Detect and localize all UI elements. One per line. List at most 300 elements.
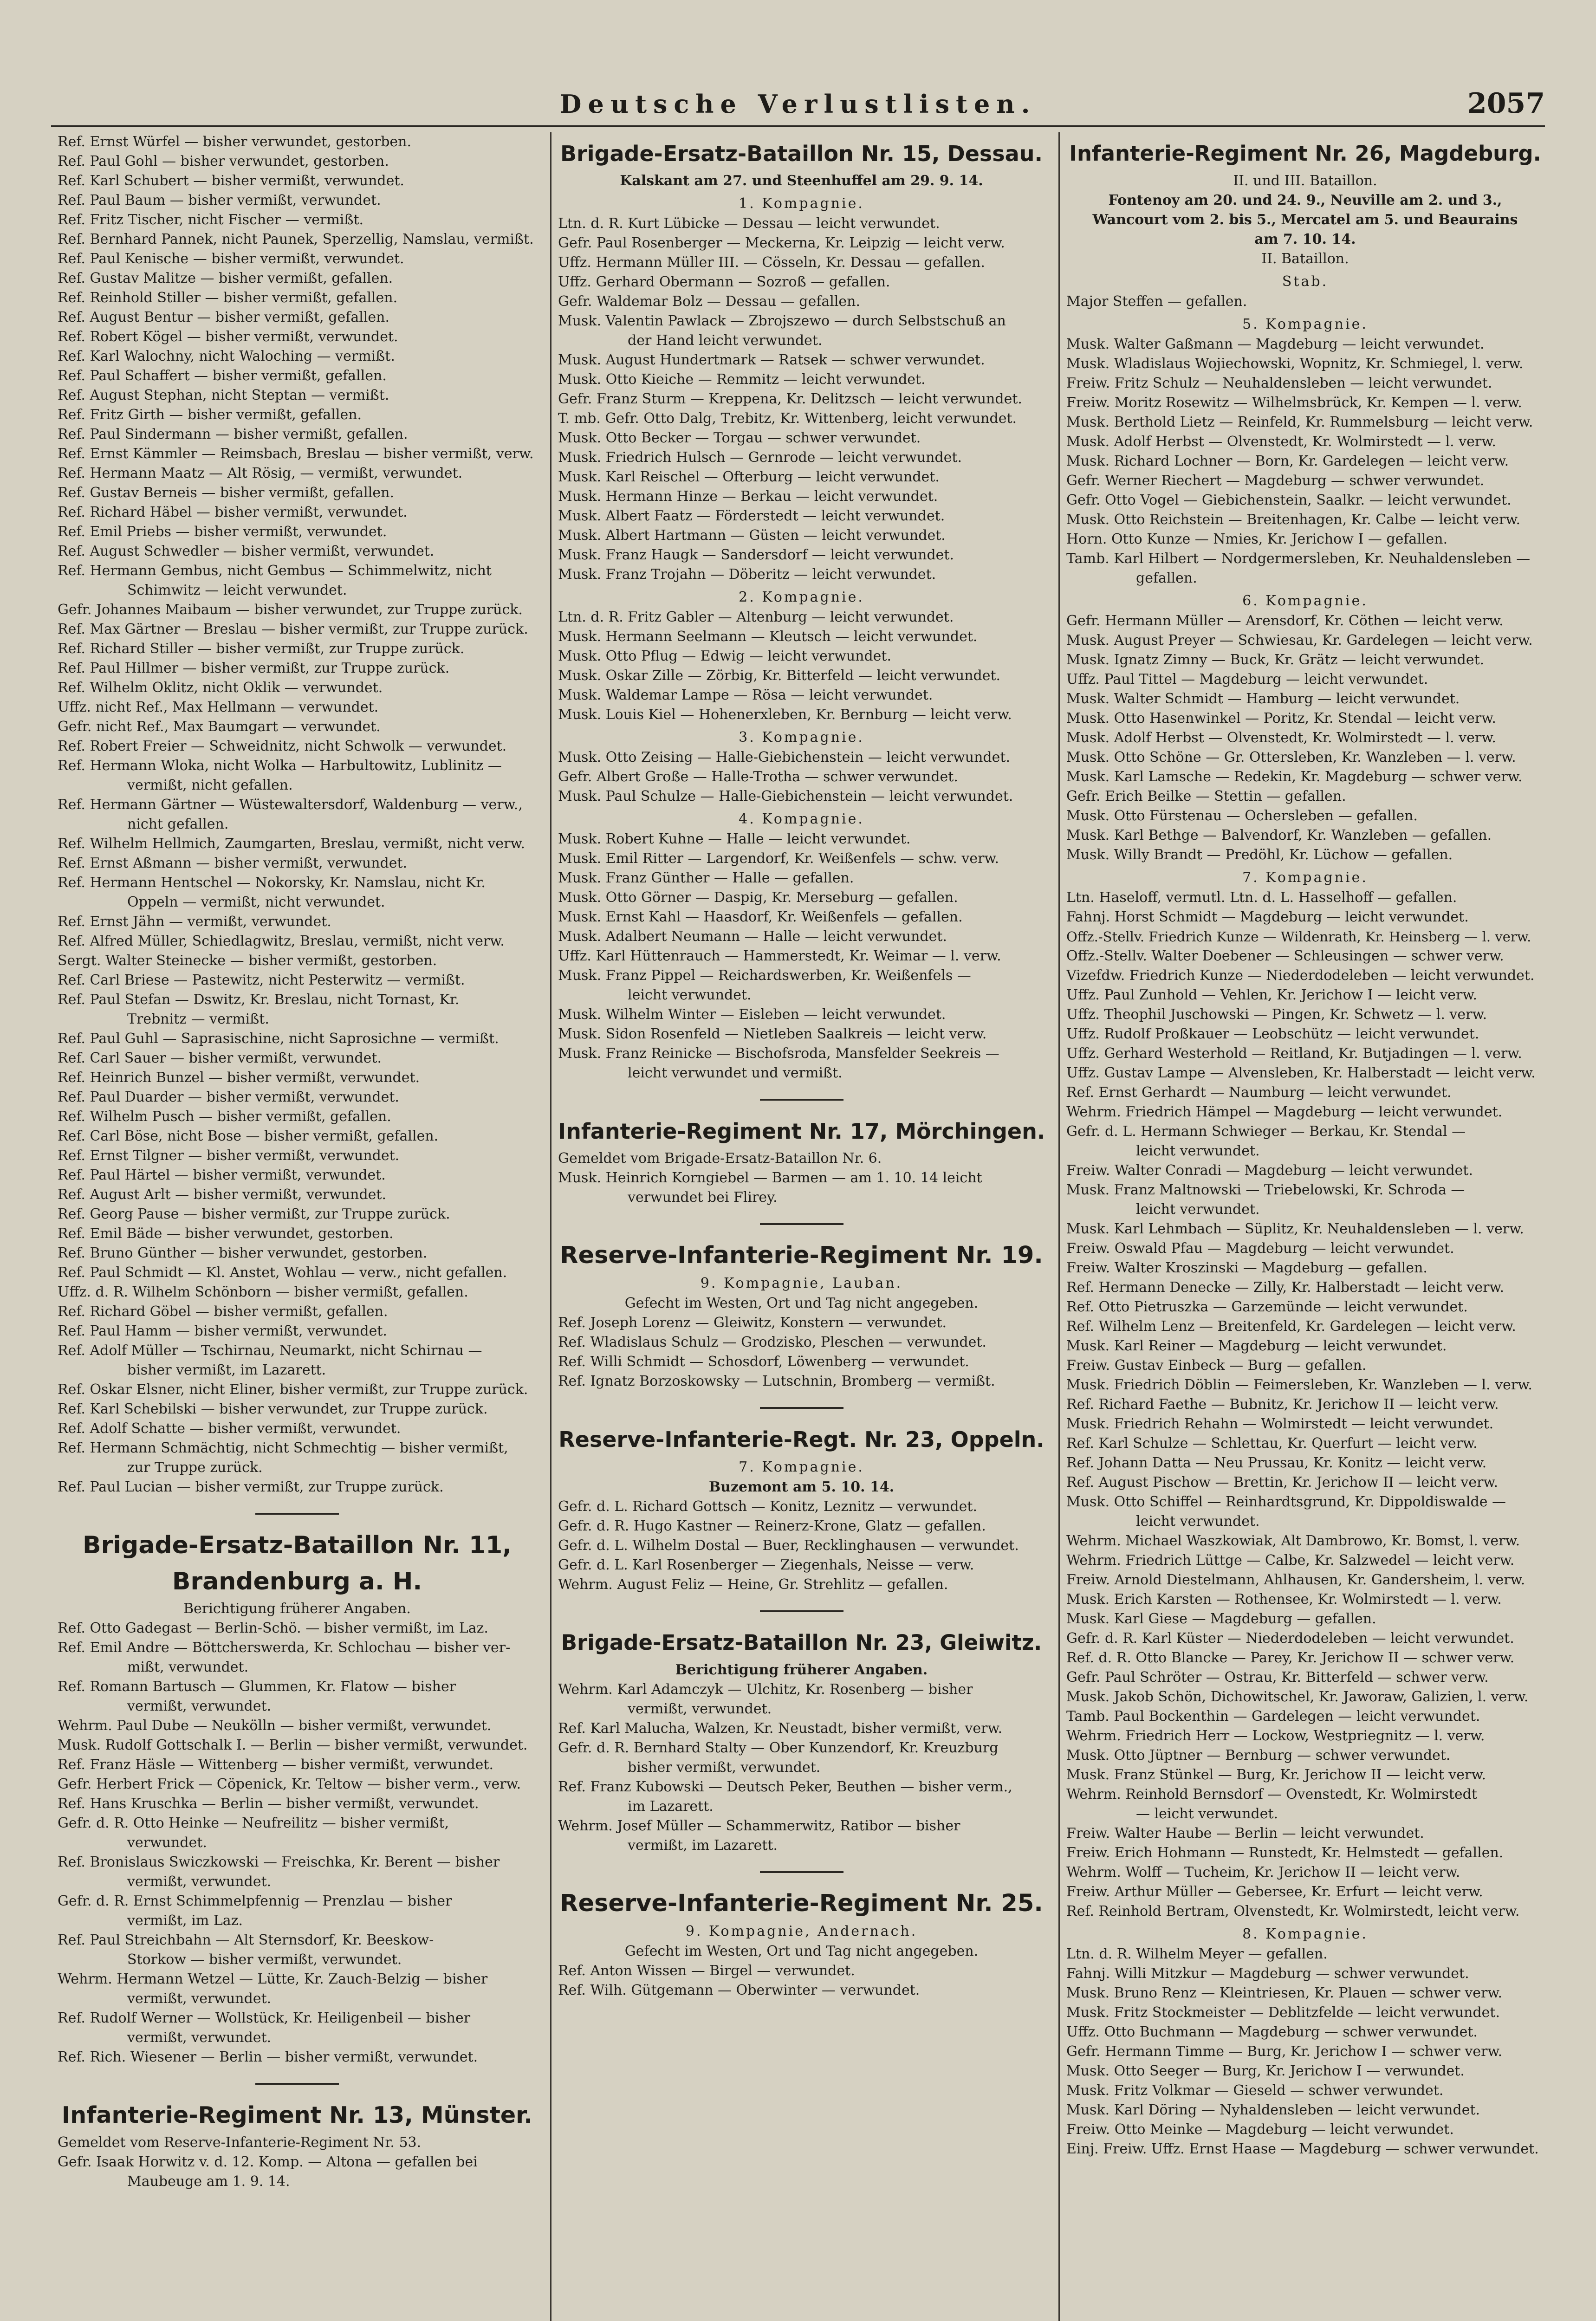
casualty-entry: Ref. Franz Kubowski — Deutsch Peker, Beuthen — bisher verm., [558, 1779, 1012, 1795]
casualty-entry: nicht gefallen. [127, 816, 229, 832]
casualty-entry: vermißt, verwundet. [628, 1701, 772, 1717]
casualty-entry: Wehrm. Hermann Wetzel — Lütte, Kr. Zauch-Belzig — bisher [58, 1971, 488, 1987]
casualty-entry: Musk. Emil Ritter — Largendorf, Kr. Weißenfels — schw. verw. [558, 850, 999, 867]
casualty-list [1066, 292, 1544, 311]
section-subheading: Wancourt vom 2. bis 5., Mercatel am 5. und Beaurains [1092, 212, 1518, 228]
casualty-entry: Ref. August Arlt — bisher vermißt, verwundet. [58, 1186, 386, 1203]
casualty-entry: Ref. Otto Pietruszka — Garzemünde — leicht verwundet. [1066, 1299, 1468, 1315]
casualty-list [1066, 1945, 1544, 2159]
column-1 [51, 132, 543, 2321]
casualty-entry: Einj. Freiw. Uffz. Ernst Haase — Magdeburg — schwer verwundet. [1066, 2141, 1539, 2157]
casualty-entry: Ref. Paul Schmidt — Kl. Anstet, Wohlau — verw., nicht gefallen. [58, 1264, 507, 1281]
casualty-entry: Musk. Karl Döring — Nyhaldensleben — leicht verwundet. [1066, 2102, 1480, 2118]
casualty-entry: Ref. Joseph Lorenz — Gleiwitz, Konstern — verwundet. [558, 1315, 947, 1331]
casualty-entry: Musk. Albert Hartmann — Güsten — leicht verwundet. [558, 527, 946, 544]
casualty-entry: Ref. Emil Priebs — bisher vermißt, verwundet. [58, 524, 387, 540]
casualty-entry: T. mb. Gefr. Otto Dalg, Trebitz, Kr. Wittenberg, leicht verwundet. [558, 410, 1017, 427]
company-heading: 9. Kompagnie, Andernach. [685, 1923, 918, 1939]
casualty-entry: Ref. Carl Böse, nicht Bose — bisher vermißt, gefallen. [58, 1128, 439, 1144]
casualty-list [558, 1149, 1045, 1207]
casualty-entry: Sergt. Walter Steinecke — bisher vermißt, gestorben. [58, 953, 437, 969]
casualty-list [558, 748, 1045, 806]
casualty-entry: Gefr. d. L. Karl Rosenberger — Ziegenhals, Neisse — verw. [558, 1557, 974, 1573]
casualty-entry: Musk. Franz Stünkel — Burg, Kr. Jerichow II — leicht verw. [1066, 1767, 1486, 1783]
casualty-entry: verwundet. [127, 1835, 207, 1851]
casualty-entry: Ref. Paul Lucian — bisher vermißt, zur Truppe zurück. [58, 1479, 444, 1495]
casualty-entry: Musk. Heinrich Korngiebel — Barmen — am 1. 10. 14 leicht [558, 1170, 982, 1186]
section-divider [760, 1610, 843, 1612]
casualty-entry: Ref. Hermann Schmächtig, nicht Schmechtig — bisher vermißt, [58, 1440, 508, 1456]
casualty-entry: Ref. Richard Faethe — Bubnitz, Kr. Jerichow II — leicht verw. [1066, 1396, 1499, 1413]
casualty-entry: Musk. Karl Lehmbach — Süplitz, Kr. Neuhaldensleben — l. verw. [1066, 1221, 1524, 1237]
section-heading: Brigade-Ersatz-Bataillon Nr. 11, [82, 1531, 512, 1559]
company-heading: 6. Kompagnie. [1242, 593, 1368, 609]
casualty-entry: Musk. Franz Reinicke — Bischofsroda, Mansfelder Seekreis — [558, 1045, 999, 1062]
casualty-entry: Freiw. Fritz Schulz — Neuhaldensleben — leicht verwundet. [1066, 375, 1492, 391]
casualty-entry: Wehrm. August Feliz — Heine, Gr. Strehlitz — gefallen. [558, 1576, 948, 1593]
casualty-entry: Musk. Ignatz Zimny — Buck, Kr. Grätz — leicht verwundet. [1066, 652, 1485, 668]
casualty-entry: vermißt, verwundet. [127, 2029, 272, 2046]
casualty-entry: Uffz. Hermann Müller III. — Cösseln, Kr. Dessau — gefallen. [558, 254, 985, 271]
section-subheading: Gefecht im Westen, Ort und Tag nicht angegeben. [624, 1295, 979, 1311]
casualty-entry: Musk. Hermann Hinze — Berkau — leicht verwundet. [558, 488, 938, 505]
casualty-entry: Ref. Ignatz Borzoskowsky — Lutschnin, Bromberg — vermißt. [558, 1373, 995, 1389]
casualty-entry: Ref. Gustav Malitze — bisher vermißt, gefallen. [58, 270, 393, 286]
casualty-entry: Musk. Karl Bethge — Balvendorf, Kr. Wanzleben — gefallen. [1066, 827, 1492, 843]
casualty-entry: Ref. Fritz Girth — bisher vermißt, gefallen. [58, 407, 362, 423]
casualty-entry: vermißt, im Lazarett. [628, 1837, 778, 1854]
casualty-entry: Ref. Wilhelm Oklitz, nicht Oklik — verwundet. [58, 680, 383, 696]
casualty-entry: Ref. Ernst Jähn — vermißt, verwundet. [58, 914, 331, 930]
casualty-entry: Wehrm. Wolff — Tucheim, Kr. Jerichow II — leicht verw. [1066, 1864, 1460, 1880]
casualty-entry: Fahnj. Horst Schmidt — Magdeburg — leicht verwundet. [1066, 909, 1469, 925]
casualty-entry: Ref. Ernst Kämmler — Reimsbach, Breslau — bisher vermißt, verw. [58, 446, 534, 462]
page-number: 2057 [1467, 87, 1545, 120]
casualty-entry: Gefr. Franz Sturm — Kreppena, Kr. Delitzsch — leicht verwundet. [558, 391, 1022, 407]
casualty-entry: Ref. Ernst Aßmann — bisher vermißt, verwundet. [58, 855, 408, 871]
casualty-entry: Ref. August Schwedler — bisher vermißt, verwundet. [58, 543, 435, 559]
casualty-entry: Uffz. Paul Zunhold — Vehlen, Kr. Jerichow I — leicht verw. [1066, 987, 1478, 1003]
casualty-entry: im Lazarett. [628, 1798, 714, 1815]
casualty-entry: Gefr. Otto Vogel — Giebichenstein, Saalkr. — leicht verwundet. [1066, 492, 1512, 508]
casualty-entry: Musk. Jakob Schön, Dichowitschel, Kr. Jaworaw, Galizien, l. verw. [1066, 1689, 1529, 1705]
casualty-entry: Musk. Karl Giese — Magdeburg — gefallen. [1066, 1611, 1376, 1627]
section-heading: Reserve-Infanterie-Regiment Nr. 19. [560, 1242, 1043, 1269]
casualty-entry: Gefr. d. R. Karl Küster — Niederdodeleben — leicht verwundet. [1066, 1630, 1514, 1647]
casualty-entry: Musk. Friedrich Hulsch — Gernrode — leicht verwundet. [558, 449, 962, 466]
running-title: Deutsche Verlustlisten. [559, 89, 1037, 119]
casualty-entry: Ref. Rudolf Werner — Wollstück, Kr. Heiligenbeil — bisher [58, 2010, 471, 2026]
casualty-entry: leicht verwundet. [628, 987, 752, 1003]
casualty-entry: Vizefdw. Friedrich Kunze — Niederdodeleben — leicht verwundet. [1066, 967, 1535, 984]
casualty-entry: Musk. August Hundertmark — Ratsek — schwer verwundet. [558, 352, 985, 368]
casualty-entry: Ref. Robert Freier — Schweidnitz, nicht Schwolk — verwundet. [58, 738, 507, 754]
casualty-entry: leicht verwundet. [1136, 1143, 1260, 1159]
casualty-entry: Ref. Paul Hamm — bisher vermißt, verwundet. [58, 1323, 387, 1339]
casualty-entry: Musk. Wilhelm Winter — Eisleben — leicht verwundet. [558, 1006, 946, 1023]
section-divider [760, 1223, 843, 1225]
casualty-entry: Ref. Ernst Würfel — bisher verwundet, gestorben. [58, 134, 412, 150]
casualty-entry: vermißt, nicht gefallen. [127, 777, 293, 793]
casualty-entry: Freiw. Otto Meinke — Magdeburg — leicht verwundet. [1066, 2121, 1454, 2138]
casualty-entry: Ref. Hermann Gärtner — Wüstewaltersdorf, Waldenburg — verw., [58, 797, 523, 813]
company-heading: Stab. [1282, 273, 1329, 290]
casualty-entry: Musk. Otto Görner — Daspig, Kr. Merseburg — gefallen. [558, 889, 958, 906]
casualty-entry: Musk. Otto Hasenwinkel — Poritz, Kr. Stendal — leicht verw. [1066, 710, 1496, 726]
casualty-entry: Uffz. Gustav Lampe — Alvensleben, Kr. Halberstadt — leicht verw. [1066, 1065, 1536, 1081]
section-heading: Reserve-Infanterie-Regiment Nr. 25. [560, 1890, 1043, 1917]
casualty-entry: Ref. Paul Sindermann — bisher vermißt, gefallen. [58, 426, 408, 442]
casualty-entry: Ref. Paul Hillmer — bisher vermißt, zur Truppe zurück. [58, 660, 450, 676]
casualty-entry: Gefr. d. R. Bernhard Stalty — Ober Kunzendorf, Kr. Kreuzburg [558, 1740, 999, 1756]
section-heading: Infanterie-Regiment Nr. 17, Mörchingen. [558, 1119, 1045, 1144]
casualty-entry: Musk. Erich Karsten — Rothensee, Kr. Wolmirstedt — l. verw. [1066, 1591, 1502, 1608]
casualty-entry: Ref. Paul Stefan — Dswitz, Kr. Breslau, nicht Tornast, Kr. [58, 992, 460, 1008]
casualty-entry: Ref. Karl Walochny, nicht Waloching — vermißt. [58, 348, 395, 364]
casualty-entry: Musk. Franz Trojahn — Döberitz — leicht verwundet. [558, 566, 936, 583]
casualty-entry: Horn. Otto Kunze — Nmies, Kr. Jerichow I — gefallen. [1066, 531, 1448, 547]
casualty-entry: Musk. Adalbert Neumann — Halle — leicht verwundet. [558, 928, 947, 945]
casualty-entry: Ref. Paul Guhl — Saprasischine, nicht Saprosichne — vermißt. [58, 1031, 499, 1047]
section-heading: Reserve-Infanterie-Regt. Nr. 23, Oppeln. [558, 1427, 1045, 1452]
running-head [51, 84, 1545, 127]
casualty-list [558, 1961, 1045, 2000]
casualty-entry: Musk. August Preyer — Schwiesau, Kr. Gardelegen — leicht verw. [1066, 632, 1533, 648]
company-heading: 9. Kompagnie, Lauban. [700, 1275, 903, 1291]
casualty-list [558, 1313, 1045, 1391]
casualty-entry: Maubeuge am 1. 9. 14. [127, 2173, 290, 2190]
casualty-entry: Gefr. Herbert Frick — Cöpenick, Kr. Teltow — bisher verm., verw. [58, 1776, 521, 1792]
casualty-entry: — leicht verwundet. [1136, 1806, 1278, 1822]
casualty-entry: Ref. Richard Häbel — bisher vermißt, verwundet. [58, 504, 408, 520]
casualty-entry: Ref. Robert Kögel — bisher vermißt, verwundet. [58, 329, 398, 345]
casualty-entry: Musk. Franz Günther — Halle — gefallen. [558, 870, 854, 886]
casualty-entry: Freiw. Arthur Müller — Gebersee, Kr. Erfurt — leicht verw. [1066, 1884, 1483, 1900]
casualty-entry: Ref. Paul Duarder — bisher vermißt, verwundet. [58, 1089, 399, 1105]
casualty-entry: Musk. Otto Schiffel — Reinhardtsgrund, Kr. Dippoldiswalde — [1066, 1494, 1506, 1510]
casualty-entry: Ref. Wladislaus Schulz — Grodzisko, Pleschen — verwundet. [558, 1334, 986, 1350]
casualty-entry: Musk. Hermann Seelmann — Kleutsch — leicht verwundet. [558, 629, 978, 645]
casualty-entry: Ref. Wilh. Gütgemann — Oberwinter — verwundet. [558, 1982, 920, 1998]
casualty-entry: verwundet bei Flirey. [628, 1189, 778, 1206]
section-heading: Brigade-Ersatz-Bataillon Nr. 23, Gleiwitz. [561, 1630, 1042, 1655]
casualty-list [558, 830, 1045, 1083]
casualty-entry: Gefr. nicht Ref., Max Baumgart — verwundet. [58, 719, 381, 735]
casualty-entry: Ref. Paul Kenische — bisher vermißt, verwundet. [58, 251, 404, 267]
casualty-entry: Ref. August Bentur — bisher vermißt, gefallen. [58, 309, 390, 325]
section-divider [760, 1407, 843, 1409]
casualty-entry: Musk. Karl Reiner — Magdeburg — leicht verwundet. [1066, 1338, 1447, 1354]
casualty-entry: Musk. Willy Brandt — Predöhl, Kr. Lüchow — gefallen. [1066, 847, 1453, 863]
casualty-entry: Ref. Karl Malucha, Walzen, Kr. Neustadt, bisher vermißt, verw. [558, 1720, 1003, 1737]
section-divider [760, 1099, 843, 1101]
casualty-entry: Ref. Gustav Berneis — bisher vermißt, gefallen. [58, 485, 394, 501]
casualty-entry: Musk. Richard Lochner — Born, Kr. Gardelegen — leicht verw. [1066, 453, 1509, 469]
casualty-entry: Ltn. d. R. Kurt Lübicke — Dessau — leicht verwundet. [558, 215, 940, 232]
casualty-entry: Ref. Richard Stiller — bisher vermißt, zur Truppe zurück. [58, 641, 465, 657]
casualty-entry: Ref. Paul Streichbahn — Alt Sternsdorf, Kr. Beeskow- [58, 1932, 434, 1948]
casualty-entry: Ref. Karl Schulze — Schlettau, Kr. Querfurt — leicht verw. [1066, 1435, 1478, 1452]
casualty-entry: Musk. Friedrich Döblin — Feimersleben, Kr. Wanzleben — l. verw. [1066, 1377, 1532, 1393]
casualty-entry: Wehrm. Friedrich Hämpel — Magdeburg — leicht verwundet. [1066, 1104, 1503, 1120]
section-heading: Brigade-Ersatz-Bataillon Nr. 15, Dessau. [560, 141, 1043, 166]
casualty-entry: Oppeln — vermißt, nicht verwundet. [127, 894, 385, 910]
section-subheading: Berichtigung früherer Angaben. [675, 1662, 928, 1678]
casualty-entry: Musk. Franz Maltnowski — Triebelowski, Kr. Schroda — [1066, 1182, 1465, 1198]
casualty-entry: Ref. Carl Briese — Pastewitz, nicht Pesterwitz — vermißt. [58, 972, 465, 988]
section-divider [760, 1871, 843, 1873]
casualty-entry: Musk. Robert Kuhne — Halle — leicht verwundet. [558, 831, 911, 847]
casualty-entry: Freiw. Walter Kroszinski — Magdeburg — gefallen. [1066, 1260, 1427, 1276]
casualty-entry: Ref. Adolf Müller — Tschirnau, Neumarkt, nicht Schirnau — [58, 1342, 482, 1359]
casualty-entry: Gemeldet vom Brigade-Ersatz-Bataillon Nr. 6. [558, 1150, 882, 1167]
section-subheading: II. und III. Bataillon. [1233, 173, 1377, 189]
casualty-entry: Musk. Otto Schöne — Gr. Ottersleben, Kr. Wanzleben — l. verw. [1066, 749, 1516, 765]
casualty-entry: Ref. Wilhelm Hellmich, Zaumgarten, Breslau, vermißt, nicht verw. [58, 836, 526, 852]
casualty-entry: Ref. Bruno Günther — bisher verwundet, gestorben. [58, 1245, 428, 1261]
casualty-entry: Ref. Karl Schubert — bisher vermißt, verwundet. [58, 173, 404, 189]
casualty-entry: Musk. Bruno Renz — Kleintriesen, Kr. Plauen — schwer verw. [1066, 1985, 1503, 2001]
casualty-entry: Trebnitz — vermißt. [127, 1011, 269, 1027]
casualty-entry: Ltn. Haseloff, vermutl. Ltn. d. L. Hasselhoff — gefallen. [1066, 889, 1457, 906]
casualty-entry: zur Truppe zurück. [127, 1459, 263, 1476]
casualty-entry: Ref. Hermann Wloka, nicht Wolka — Harbultowitz, Lublinitz — [58, 758, 502, 774]
casualty-entry: Musk. Valentin Pawlack — Zbrojszewo — durch Selbstschuß an [558, 313, 1006, 329]
column-3 [1058, 132, 1551, 2321]
casualty-entry: bisher vermißt, verwundet. [628, 1759, 821, 1776]
casualty-entry: Ref. August Stephan, nicht Steptan — vermißt. [58, 387, 389, 403]
casualty-entry: Gefr. d. L. Richard Gottsch — Konitz, Leznitz — verwundet. [558, 1498, 977, 1515]
casualty-entry: Tamb. Karl Hilbert — Nordgermersleben, Kr. Neuhaldensleben — [1066, 551, 1531, 567]
casualty-entry: Musk. Berthold Lietz — Reinfeld, Kr. Rummelsburg — leicht verw. [1066, 414, 1533, 430]
casualty-entry: Ref. Carl Sauer — bisher vermißt, verwundet. [58, 1050, 382, 1066]
casualty-entry: vermißt, verwundet. [127, 1990, 272, 2007]
section-divider [255, 2083, 339, 2085]
casualty-entry: Ltn. d. R. Wilhelm Meyer — gefallen. [1066, 1946, 1328, 1962]
casualty-entry: Musk. Otto Fürstenau — Ochersleben — gefallen. [1066, 808, 1418, 824]
casualty-entry: Musk. Otto Becker — Torgau — schwer verwundet. [558, 430, 921, 446]
company-heading: 3. Kompagnie. [739, 729, 864, 746]
casualty-entry: Musk. Walter Schmidt — Hamburg — leicht verwundet. [1066, 691, 1460, 707]
casualty-entry: Musk. Albert Faatz — Förderstedt — leicht verwundet. [558, 508, 945, 524]
casualty-entry: Uffz. Otto Buchmann — Magdeburg — schwer verwundet. [1066, 2024, 1478, 2040]
casualty-entry: Gefr. Johannes Maibaum — bisher verwundet, zur Truppe zurück. [58, 602, 523, 618]
casualty-entry: Gefr. d. L. Hermann Schwieger — Berkau, Kr. Stendal — [1066, 1123, 1466, 1140]
casualty-entry: Musk. Otto Kieiche — Remmitz — leicht verwundet. [558, 371, 926, 388]
casualty-entry: Ref. Paul Schaffert — bisher vermißt, gefallen. [58, 368, 387, 384]
casualty-entry: Ref. Willi Schmidt — Schosdorf, Löwenberg — verwundet. [558, 1354, 969, 1370]
casualty-entry: Ref. d. R. Otto Blancke — Parey, Kr. Jerichow II — schwer verw. [1066, 1650, 1515, 1666]
casualty-entry: Ref. Hans Kruschka — Berlin — bisher vermißt, verwundet. [58, 1796, 479, 1812]
casualty-list [58, 132, 537, 1497]
casualty-entry: Musk. Otto Zeising — Halle-Giebichenstein — leicht verwundet. [558, 749, 1010, 765]
casualty-entry: Freiw. Oswald Pfau — Magdeburg — leicht verwundet. [1066, 1240, 1454, 1257]
section-subheading: Buzemont am 5. 10. 14. [708, 1479, 895, 1495]
casualty-entry: gefallen. [1136, 570, 1197, 586]
casualty-entry: Ref. Rich. Wiesener — Berlin — bisher vermißt, verwundet. [58, 2049, 478, 2065]
casualty-entry: Musk. Adolf Herbst — Olvenstedt, Kr. Wolmirstedt — l. verw. [1066, 434, 1496, 450]
casualty-entry: Wehrm. Josef Müller — Schammerwitz, Ratibor — bisher [558, 1818, 960, 1834]
casualty-entry: Musk. Walter Gaßmann — Magdeburg — leicht verwundet. [1066, 336, 1485, 352]
casualty-entry: Musk. Otto Seeger — Burg, Kr. Jerichow I — verwundet. [1066, 2063, 1465, 2079]
casualty-entry: Gefr. d. R. Hugo Kastner — Reinerz-Krone, Glatz — gefallen. [558, 1518, 986, 1534]
casualty-entry: Gefr. Waldemar Bolz — Dessau — gefallen. [558, 293, 861, 310]
casualty-entry: Freiw. Moritz Rosewitz — Wilhelmsbrück, Kr. Kempen — l. verw. [1066, 395, 1522, 411]
casualty-entry: Gefr. Hermann Müller — Arensdorf, Kr. Cöthen — leicht verw. [1066, 613, 1504, 629]
section-subheading: am 7. 10. 14. [1254, 231, 1356, 247]
company-heading: 2. Kompagnie. [739, 589, 864, 605]
casualty-list [558, 214, 1045, 584]
casualty-entry: Ref. Hermann Maatz — Alt Rösig, — vermißt, verwundet. [58, 465, 463, 481]
casualty-entry: Ref. Hermann Denecke — Zilly, Kr. Halberstadt — leicht verw. [1066, 1279, 1505, 1296]
casualty-entry: Wehrm. Michael Waszkowiak, Alt Dambrowo, Kr. Bomst, l. verw. [1066, 1533, 1520, 1549]
casualty-entry: Gefr. Paul Rosenberger — Meckerna, Kr. Leipzig — leicht verw. [558, 235, 1005, 251]
casualty-entry: Wehrm. Karl Adamczyk — Ulchitz, Kr. Rosenberg — bisher [558, 1681, 973, 1698]
casualty-entry: Ref. Paul Gohl — bisher verwundet, gestorben. [58, 153, 389, 169]
casualty-entry: Musk. Louis Kiel — Hohenerxleben, Kr. Bernburg — leicht verw. [558, 707, 1012, 723]
casualty-entry: Ref. Oskar Elsner, nicht Eliner, bisher vermißt, zur Truppe zurück. [58, 1381, 528, 1398]
casualty-entry: Ref. Hermann Gembus, nicht Gembus — Schimmelwitz, nicht [58, 563, 492, 579]
casualty-entry: Ref. Romann Bartusch — Glummen, Kr. Flatow — bisher [58, 1679, 456, 1695]
casualty-entry: Freiw. Walter Conradi — Magdeburg — leicht verwundet. [1066, 1162, 1473, 1179]
casualty-entry: Musk. Oskar Zille — Zörbig, Kr. Bitterfeld — leicht verwundet. [558, 668, 1001, 684]
casualty-entry: Major Steffen — gefallen. [1066, 293, 1247, 310]
casualty-entry: Musk. Otto Pflug — Edwig — leicht verwundet. [558, 648, 892, 664]
casualty-entry: Musk. Adolf Herbst — Olvenstedt, Kr. Wolmirstedt — l. verw. [1066, 730, 1496, 746]
casualty-entry: Offz.-Stellv. Friedrich Kunze — Wildenrath, Kr. Heinsberg — l. verw. [1066, 929, 1531, 945]
casualty-list [1066, 335, 1544, 588]
casualty-entry: der Hand leicht verwundet. [628, 332, 823, 349]
casualty-entry: Ref. Anton Wissen — Birgel — verwundet. [558, 1963, 855, 1979]
casualty-entry: Freiw. Erich Hohmann — Runstedt, Kr. Helmstedt — gefallen. [1066, 1845, 1504, 1861]
casualty-entry: Ref. Wilhelm Lenz — Breitenfeld, Kr. Gardelegen — leicht verw. [1066, 1318, 1516, 1335]
casualty-entry: Ref. Heinrich Bunzel — bisher vermißt, verwundet. [58, 1070, 420, 1086]
company-heading: 7. Kompagnie. [1242, 869, 1368, 886]
casualty-entry: Ref. Bernhard Pannek, nicht Paunek, Sperzellig, Namslau, vermißt. [58, 231, 534, 247]
casualty-entry: bisher vermißt, im Lazarett. [127, 1362, 326, 1378]
casualty-entry: Ref. Ernst Gerhardt — Naumburg — leicht verwundet. [1066, 1084, 1452, 1101]
casualty-entry: Ref. Adolf Schatte — bisher vermißt, verwundet. [58, 1420, 401, 1437]
casualty-entry: Wehrm. Friedrich Herr — Lockow, Westpriegnitz — l. verw. [1066, 1728, 1485, 1744]
casualty-entry: Ref. Reinhold Stiller — bisher vermißt, gefallen. [58, 290, 398, 306]
company-heading: 5. Kompagnie. [1242, 316, 1368, 332]
section-heading: Infanterie-Regiment Nr. 13, Münster. [62, 2102, 532, 2128]
casualty-entry: Uffz. Gerhard Obermann — Sozroß — gefallen. [558, 274, 890, 290]
casualty-entry: Uffz. nicht Ref., Max Hellmann — verwundet. [58, 699, 379, 715]
casualty-entry: Ref. Richard Göbel — bisher vermißt, gefallen. [58, 1303, 388, 1320]
casualty-entry: leicht verwundet. [1136, 1513, 1260, 1530]
casualty-entry: Ref. Ernst Tilgner — bisher vermißt, verwundet. [58, 1148, 400, 1164]
casualty-entry: Gefr. Isaak Horwitz v. d. 12. Komp. — Altona — gefallen bei [58, 2154, 478, 2170]
casualty-entry: Musk. Ernst Kahl — Haasdorf, Kr. Weißenfels — gefallen. [558, 909, 963, 925]
casualty-entry: vermißt, im Laz. [127, 1913, 243, 1929]
casualty-entry: Schimwitz — leicht verwundet. [127, 582, 347, 598]
casualty-entry: Gefr. Werner Riechert — Magdeburg — schwer verwundet. [1066, 473, 1485, 489]
casualty-list [1066, 611, 1544, 865]
section-subheading: Berichtigung früherer Angaben. [183, 1601, 411, 1617]
company-heading: 4. Kompagnie. [739, 811, 864, 827]
company-heading: 7. Kompagnie. [739, 1459, 864, 1475]
casualty-entry: Ref. Fritz Tischer, nicht Fischer — vermißt. [58, 212, 364, 228]
casualty-entry: Uffz. d. R. Wilhelm Schönborn — bisher vermißt, gefallen. [58, 1284, 468, 1300]
casualty-entry: Uffz. Karl Hüttenrauch — Hammerstedt, Kr. Weimar — l. verw. [558, 948, 1001, 964]
casualty-entry: Gefr. Paul Schröter — Ostrau, Kr. Bitterfeld — schwer verw. [1066, 1669, 1489, 1686]
casualty-list [558, 1497, 1045, 1595]
casualty-list [558, 1680, 1045, 1855]
casualty-entry: Storkow — bisher vermißt, verwundet. [127, 1951, 402, 1968]
casualty-entry: leicht verwundet und vermißt. [628, 1065, 843, 1081]
casualty-entry: Freiw. Walter Haube — Berlin — leicht verwundet. [1066, 1825, 1424, 1841]
casualty-list [58, 2133, 537, 2191]
casualty-entry: Uffz. Rudolf Proßkauer — Leobschütz — leicht verwundet. [1066, 1026, 1479, 1042]
casualty-entry: Uffz. Paul Tittel — Magdeburg — leicht verwundet. [1066, 671, 1428, 687]
casualty-entry: Ref. Paul Baum — bisher vermißt, verwundet. [58, 192, 381, 208]
casualty-entry: Ref. Otto Gadegast — Berlin-Schö. — bisher vermißt, im Laz. [58, 1620, 488, 1636]
casualty-entry: Ref. Max Gärtner — Breslau — bisher vermißt, zur Truppe zurück. [58, 621, 528, 637]
casualty-entry: Gefr. d. R. Otto Heinke — Neufreilitz — bisher vermißt, [58, 1815, 449, 1831]
casualty-entry: Uffz. Gerhard Westerhold — Reitland, Kr. Butjadingen — l. verw. [1066, 1045, 1522, 1062]
casualty-entry: Musk. Wladislaus Wojiechowski, Wopnitz, Kr. Schmiegel, l. verw. [1066, 356, 1524, 372]
casualty-entry: Musk. Franz Haugk — Sandersdorf — leicht verwundet. [558, 547, 954, 563]
casualty-entry: Gefr. Erich Beilke — Stettin — gefallen. [1066, 788, 1346, 804]
section-subheading: Gefecht im Westen, Ort und Tag nicht angegeben. [624, 1943, 979, 1959]
casualty-entry: Ref. Emil Andre — Böttcherswerda, Kr. Schlochau — bisher ver- [58, 1640, 511, 1656]
casualty-entry: Wehrm. Reinhold Bernsdorf — Ovenstedt, Kr. Wolmirstedt [1066, 1786, 1477, 1802]
section-heading: Infanterie-Regiment Nr. 26, Magdeburg. [1069, 141, 1541, 166]
casualty-entry: Musk. Karl Lamsche — Redekin, Kr. Magdeburg — schwer verw. [1066, 769, 1523, 785]
casualty-entry: Musk. Fritz Volkmar — Gieseld — schwer verwundet. [1066, 2082, 1444, 2099]
company-heading: 1. Kompagnie. [739, 195, 864, 212]
casualty-entry: Musk. Franz Pippel — Reichardswerben, Kr. Weißenfels — [558, 967, 971, 984]
casualty-entry: Gefr. d. L. Wilhelm Dostal — Buer, Recklinghausen — verwundet. [558, 1537, 1019, 1554]
casualty-entry: Gemeldet vom Reserve-Infanterie-Regiment Nr. 53. [58, 2134, 422, 2151]
casualty-entry: Tamb. Paul Bockenthin — Gardelegen — leicht verwundet. [1066, 1708, 1480, 1725]
casualty-list [1066, 888, 1544, 1921]
casualty-entry: Ref. Georg Pause — bisher vermißt, zur Truppe zurück. [58, 1206, 450, 1222]
casualty-entry: Ref. Reinhold Bertram, Olvenstedt, Kr. Wolmirstedt, leicht verw. [1066, 1903, 1520, 1919]
casualty-entry: Musk. Rudolf Gottschalk I. — Berlin — bisher vermißt, verwundet. [58, 1737, 528, 1753]
casualty-entry: Musk. Fritz Stockmeister — Deblitzfelde — leicht verwundet. [1066, 2004, 1500, 2021]
section-subheading: II. Bataillon. [1261, 251, 1349, 267]
casualty-entry: Musk. Friedrich Rehahn — Wolmirstedt — leicht verwundet. [1066, 1416, 1494, 1432]
casualty-entry: leicht verwundet. [1136, 1201, 1260, 1218]
casualty-entry: Fahnj. Willi Mitzkur — Magdeburg — schwer verwundet. [1066, 1965, 1469, 1982]
casualty-entry: Gefr. d. R. Ernst Schimmelpfennig — Prenzlau — bisher [58, 1893, 452, 1909]
casualty-entry: mißt, verwundet. [127, 1659, 249, 1675]
casualty-entry: Ref. Paul Härtel — bisher vermißt, verwundet. [58, 1167, 386, 1183]
casualty-entry: Ref. Karl Schebilski — bisher verwundet, zur Truppe zurück. [58, 1401, 488, 1417]
casualty-entry: Musk. Karl Reischel — Ofterburg — leicht verwundet. [558, 469, 940, 485]
casualty-list [58, 1619, 537, 2067]
casualty-entry: Ref. Alfred Müller, Schiedlagwitz, Breslau, vermißt, nicht verw. [58, 933, 505, 949]
section-subheading: Fontenoy am 20. und 24. 9., Neuville am 2. und 3., [1108, 192, 1502, 208]
casualty-entry: Offz.-Stellv. Walter Doebener — Schleusingen — schwer verw. [1066, 948, 1504, 964]
casualty-entry: Ref. Bronislaus Swiczkowski — Freischka, Kr. Berent — bisher [58, 1854, 500, 1870]
casualty-entry: Musk. Otto Jüptner — Bernburg — schwer verwundet. [1066, 1747, 1451, 1763]
company-heading: 8. Kompagnie. [1242, 1926, 1368, 1942]
casualty-entry: Uffz. Theophil Juschowski — Pingen, Kr. Schwetz — l. verw. [1066, 1006, 1487, 1023]
section-divider [255, 1513, 339, 1515]
casualty-entry: Ref. Franz Häsle — Wittenberg — bisher vermißt, verwundet. [58, 1757, 493, 1773]
casualty-entry: Musk. Waldemar Lampe — Rösa — leicht verwundet. [558, 687, 933, 703]
casualty-entry: Freiw. Gustav Einbeck — Burg — gefallen. [1066, 1357, 1367, 1374]
casualty-entry: Musk. Otto Reichstein — Breitenhagen, Kr. Calbe — leicht verw. [1066, 512, 1521, 528]
casualty-entry: Gefr. Albert Große — Halle-Trotha — schwer verwundet. [558, 769, 958, 785]
casualty-entry: Ref. August Pischow — Brettin, Kr. Jerichow II — leicht verw. [1066, 1474, 1499, 1491]
casualty-entry: Freiw. Arnold Diestelmann, Ahlhausen, Kr. Gandersheim, l. verw. [1066, 1572, 1525, 1588]
section-subheading: Kalskant am 27. und Steenhuffel am 29. 9. 14. [620, 173, 983, 189]
casualty-entry: Gefr. Hermann Timme — Burg, Kr. Jerichow I — schwer verw. [1066, 2043, 1503, 2060]
